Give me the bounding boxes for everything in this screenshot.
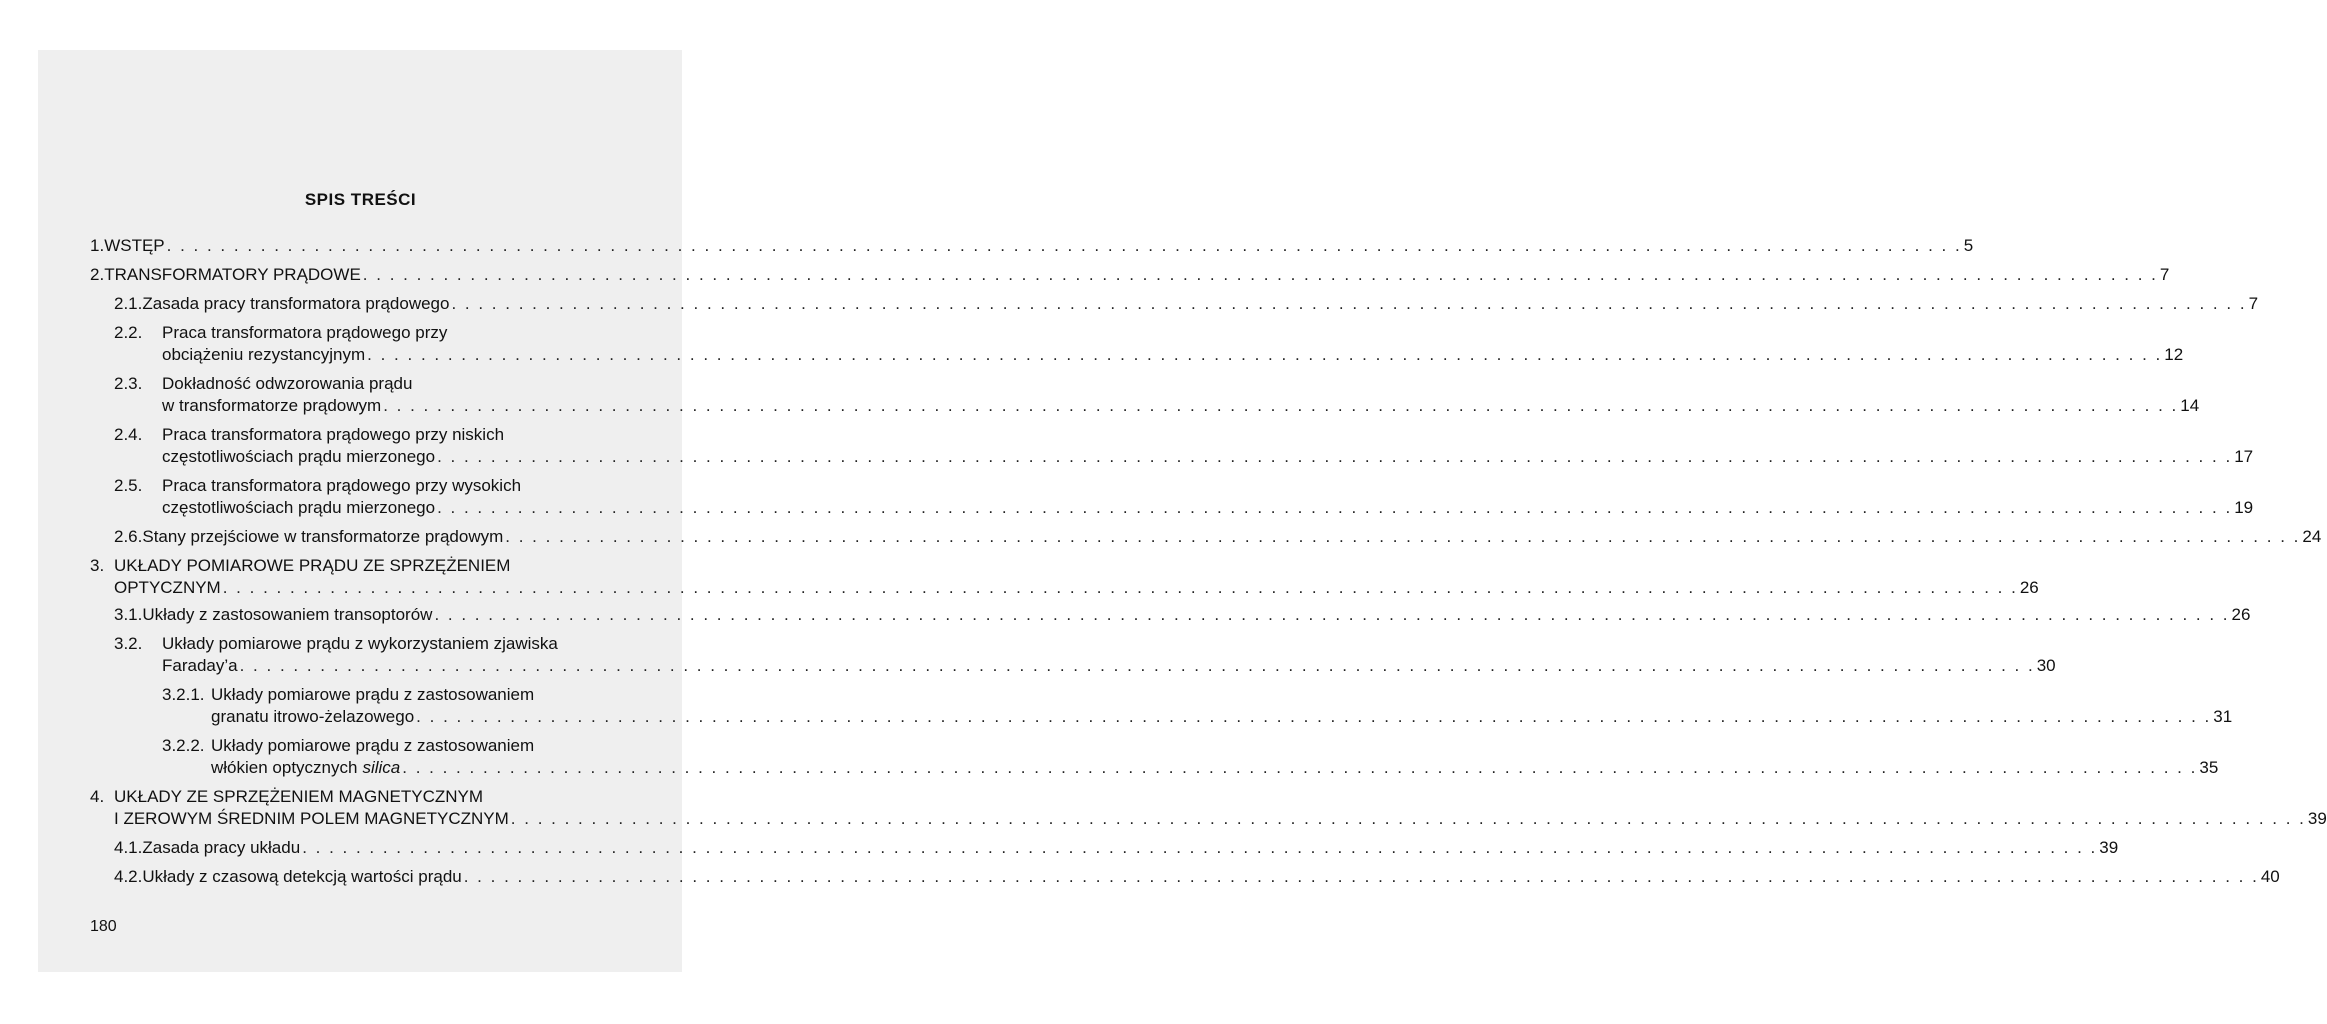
leader-dots (505, 525, 2300, 549)
toc-entry-page: 39 (2307, 809, 2327, 828)
toc-entry (211, 705, 2233, 729)
toc-entry-number: 4.2. (114, 867, 143, 886)
toc-entry-title: Układy z czasową detekcją wartości prądu (142, 867, 462, 886)
toc-entry-number: 4.1. (114, 838, 143, 857)
toc-entry-title: w transformatorze prądowym (162, 396, 382, 415)
toc-entry (114, 292, 2259, 316)
toc-entry-number: 3.2. (114, 634, 143, 653)
toc-entry (162, 445, 2254, 469)
toc-entry-page: 35 (2199, 758, 2219, 777)
toc-entry-title: Zasada pracy transformatora prądowego (142, 294, 450, 313)
toc-entry (162, 496, 2254, 520)
toc-entry-title-line1: Dokładność odwzorowania prądu (162, 374, 413, 393)
toc-entry-number: 1. (90, 236, 105, 255)
toc-entry-title: obciążeniu rezystancyjnym (162, 345, 366, 364)
toc-entry (211, 756, 2219, 780)
leader-dots (437, 496, 2232, 520)
toc-entry-title-line1: UKŁADY POMIAROWE PRĄDU ZE SPRZĘŻENIEM (114, 556, 511, 575)
toc-entry-title: częstotliwościach prądu mierzonego (162, 498, 436, 517)
toc-entry-page: 40 (2260, 867, 2280, 886)
toc-entry-title: I ZEROWYM ŚREDNIM POLEM MAGNETYCZNYM (114, 809, 509, 828)
toc-entry-title-line1: Praca transformatora prądowego przy (162, 323, 448, 342)
toc-entry-number: 2.2. (114, 323, 143, 342)
toc-entry-number: 2.1. (114, 294, 143, 313)
toc-entry-page: 5 (1963, 236, 1974, 255)
leader-dots (302, 836, 2097, 860)
toc-entry-number: 2.4. (114, 425, 143, 444)
page-number: 180 (90, 918, 117, 935)
toc-entry-number: 2. (90, 265, 105, 284)
toc-entry-title: TRANSFORMATORY PRĄDOWE (104, 265, 361, 284)
leader-dots (367, 343, 2162, 367)
toc-entry-page: 17 (2234, 447, 2254, 466)
toc-entry-title: Układy z zastosowaniem transoptorów (142, 605, 433, 624)
leader-dots (434, 603, 2229, 627)
toc-entry (162, 343, 2184, 367)
toc-entry-title-line1: UKŁADY ZE SPRZĘŻENIEM MAGNETYCZNYM (114, 787, 484, 806)
toc-entry-title-line1: Praca transformatora prądowego przy niskich (162, 425, 505, 444)
toc-entry-page: 7 (2248, 294, 2259, 313)
toc-entry (90, 234, 1974, 258)
toc-entry (162, 654, 2056, 678)
toc-entry-title: OPTYCZNYM (114, 578, 221, 597)
toc-entry-number: 3.1. (114, 605, 143, 624)
toc-entry-page: 26 (2019, 578, 2039, 597)
toc-entry-title: Zasada pracy układu (142, 838, 301, 857)
toc-entry-title-line1: Praca transformatora prądowego przy wysokich (162, 476, 522, 495)
toc-entry-page: 39 (2099, 838, 2119, 857)
toc-entry-title: częstotliwościach prądu mierzonego (162, 447, 436, 466)
toc-entry (114, 603, 2251, 627)
toc-entry-number: 3.2.1. (162, 685, 205, 704)
page-title: SPIS TREŚCI (304, 190, 417, 209)
toc-entry-number: 3. (90, 556, 105, 575)
toc-entry-page: 24 (2302, 527, 2322, 546)
toc-entry (114, 576, 2039, 600)
leader-dots (383, 394, 2178, 418)
toc-entry-number: 2.5. (114, 476, 143, 495)
toc-entry-title-line1: Układy pomiarowe prądu z zastosowaniem (211, 685, 535, 704)
toc-entry (114, 807, 2327, 831)
toc-entry-number: 3.2.2. (162, 736, 205, 755)
leader-dots (416, 705, 2211, 729)
toc-entry-number: 2.6. (114, 527, 143, 546)
toc-entry-page: 26 (2231, 605, 2251, 624)
toc-entry (90, 263, 2170, 287)
toc-entry-title-line1: Układy pomiarowe prądu z zastosowaniem (211, 736, 535, 755)
leader-dots (437, 445, 2232, 469)
toc-entry-page: 30 (2036, 656, 2056, 675)
leader-dots (363, 263, 2158, 287)
toc-entry-number: 2.3. (114, 374, 143, 393)
toc-entry-title: Stany przejściowe w transformatorze prądowym (142, 527, 504, 546)
leader-dots (511, 807, 2306, 831)
toc-entry (114, 865, 2280, 889)
toc-entry-title-line1: Układy pomiarowe prądu z wykorzystaniem zjawiska (162, 634, 558, 653)
leader-dots (451, 292, 2246, 316)
toc-entry-page: 19 (2234, 498, 2254, 517)
leader-dots (223, 576, 2018, 600)
toc-entry-page: 12 (2164, 345, 2184, 364)
toc-entry-page: 31 (2213, 707, 2233, 726)
toc-entry-title: włókien optycznych (211, 758, 358, 777)
toc-entry-page: 14 (2180, 396, 2200, 415)
toc-entry-title: granatu itrowo-żelazowego (211, 707, 415, 726)
toc-entry (162, 394, 2200, 418)
toc-entry-number: 4. (90, 787, 105, 806)
leader-dots (240, 654, 2035, 678)
leader-dots (464, 865, 2259, 889)
toc-entry-title: WSTĘP (104, 236, 165, 255)
toc-entry-title-italic: silica (362, 758, 401, 777)
toc-entry-page: 7 (2159, 265, 2170, 284)
toc-entry-title: Faraday’a (162, 656, 238, 675)
leader-dots (402, 756, 2197, 780)
leader-dots (167, 234, 1962, 258)
toc-entry (114, 525, 2322, 549)
toc-entry (114, 836, 2119, 860)
